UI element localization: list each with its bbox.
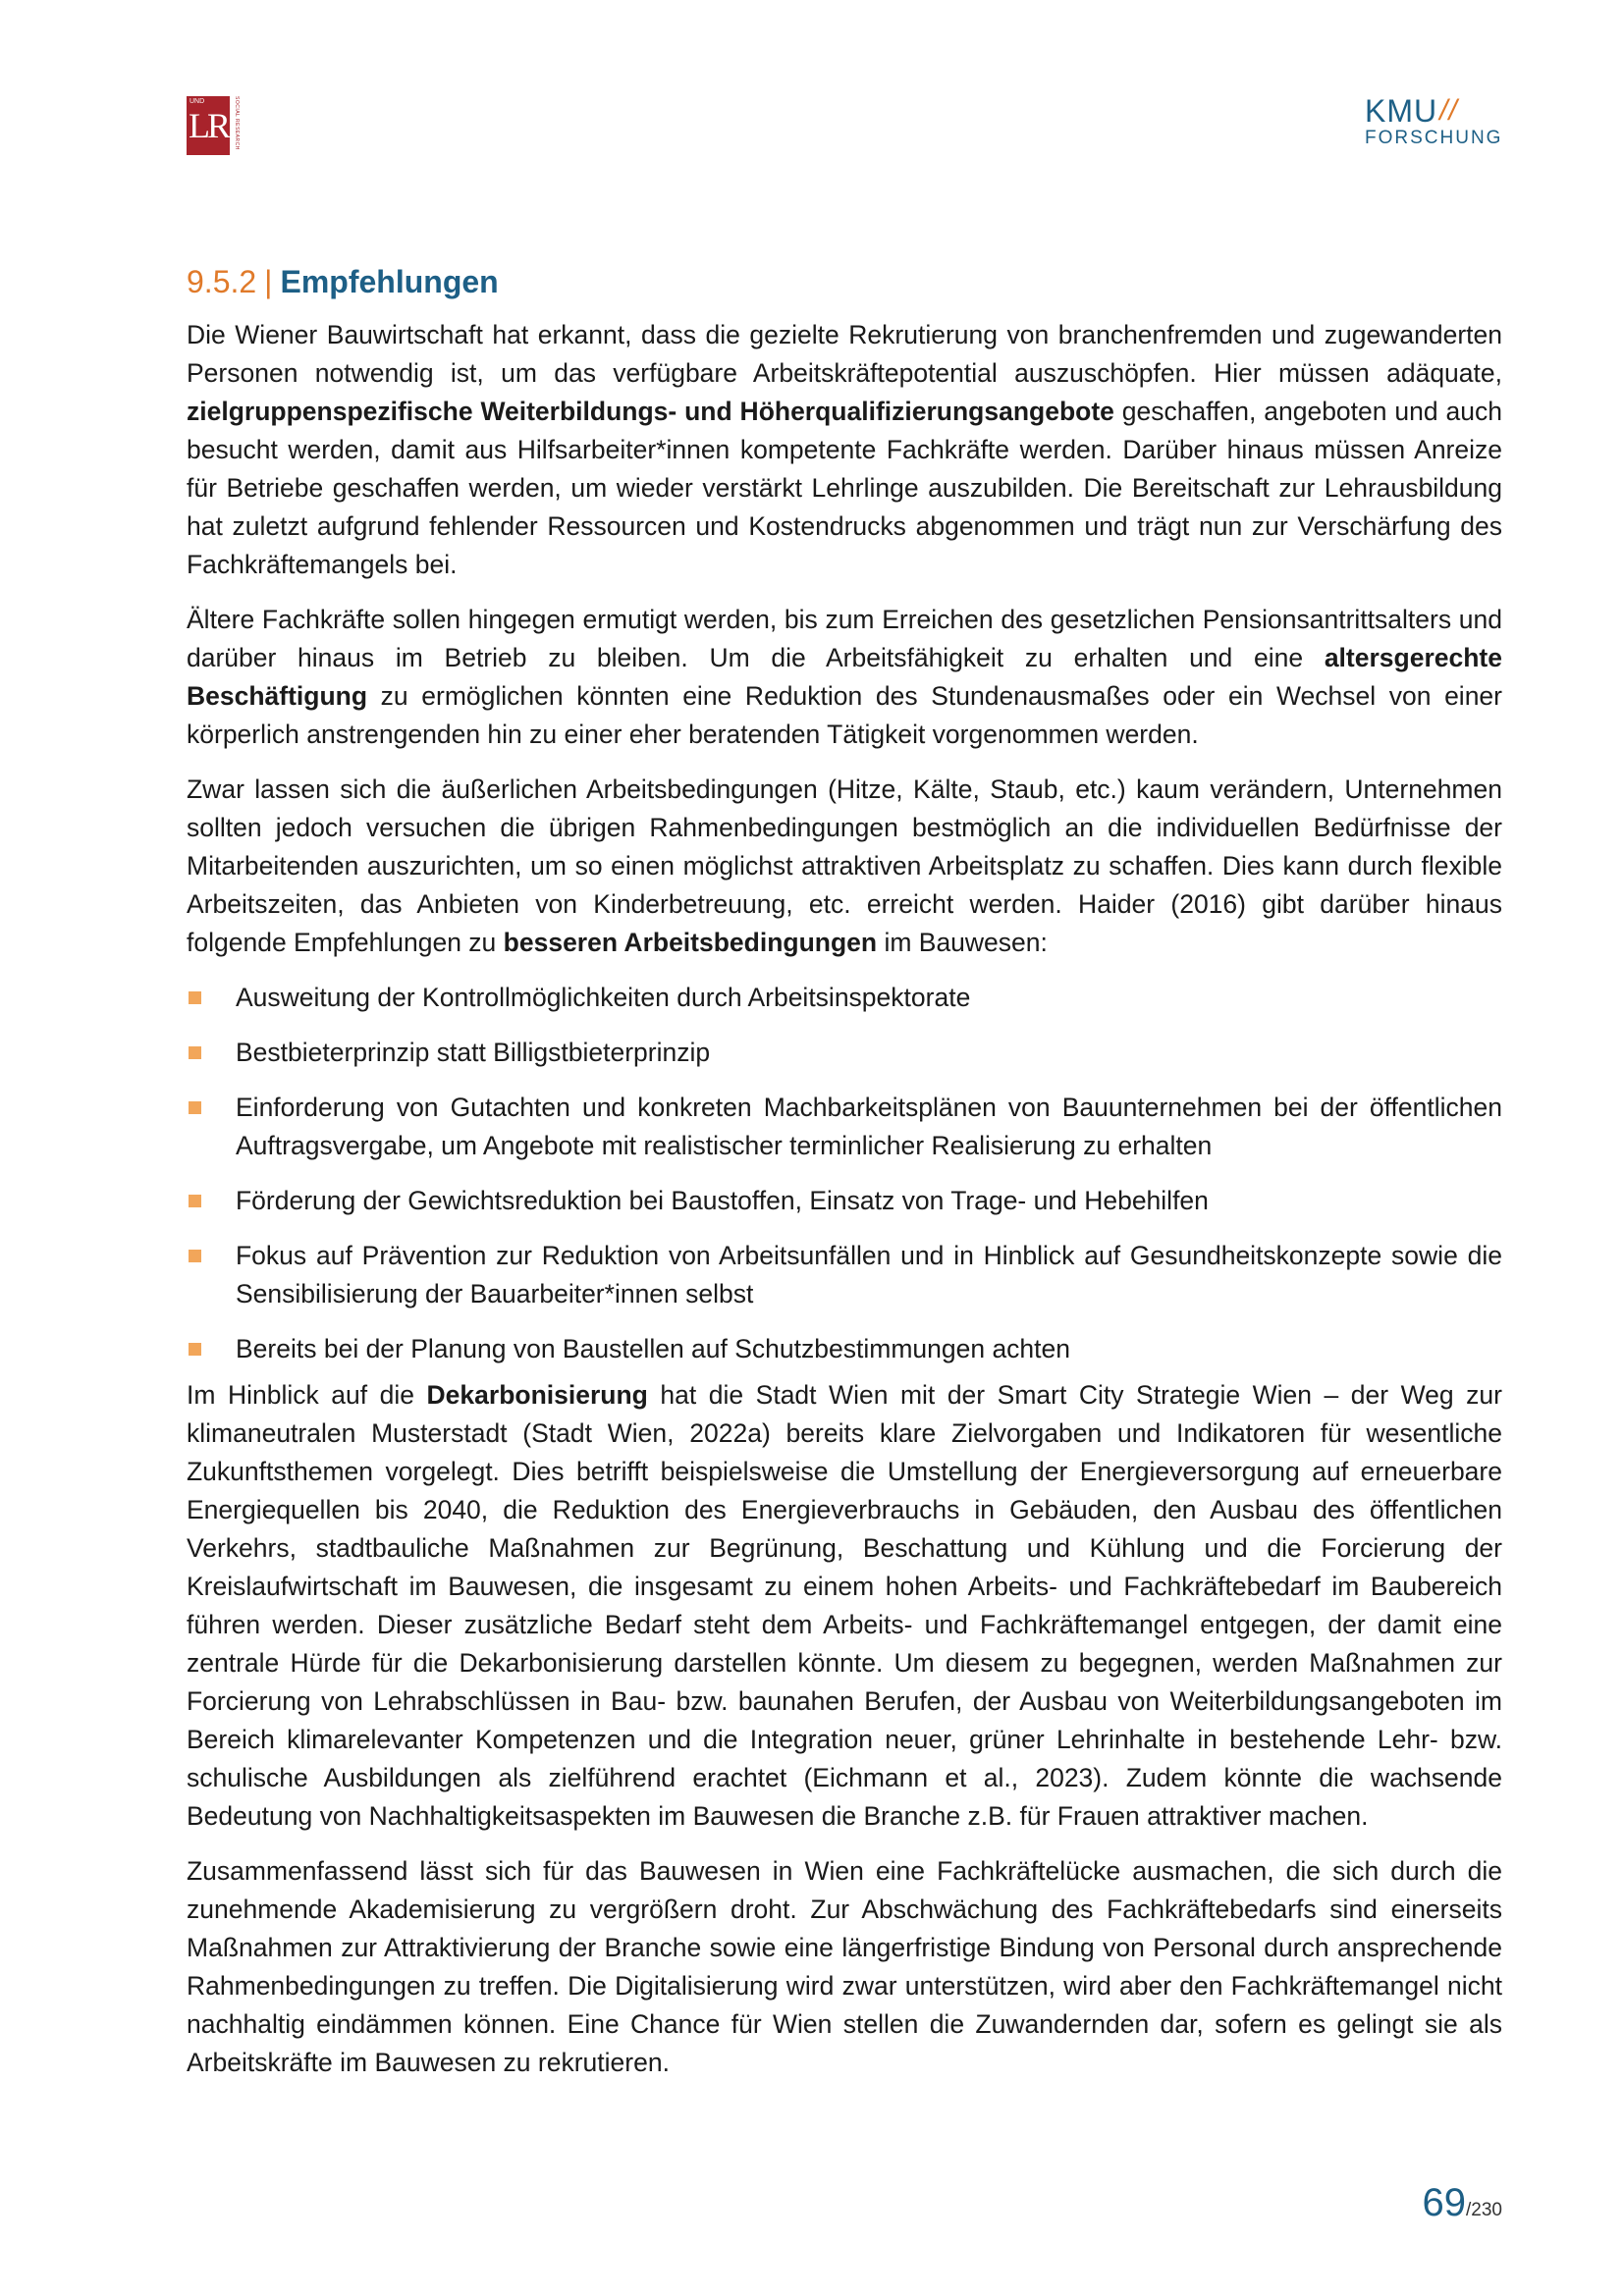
square-bullet-icon [189, 1101, 201, 1114]
text: im Bauwesen: [877, 928, 1048, 957]
text: geschaffen, angeboten und auch besucht werden, damit aus Hilfsarbeiter*innen kompetente Fachkräfte werden. Darüber hinaus müssen Anreize für Betriebe geschaffen werden, um wieder verstärkt Lehrlinge auszubilden. Die Bereitschaft zur Lehrausbildung hat zuletzt aufgrund fehlender Ressourcen und Kostendrucks abgenommen und trägt nun zur Verschärfung des Fachkräftemangels bei. [187, 397, 1502, 579]
square-bullet-icon [189, 1343, 201, 1356]
list-item [187, 1182, 1502, 1220]
leaf-icon: // [1439, 94, 1458, 127]
kmu-forschung-logo: KMU // FORSCHUNG [1365, 93, 1503, 148]
text: Im Hinblick auf die [187, 1380, 427, 1410]
page-number [1423, 2181, 1502, 2225]
section-heading [187, 257, 1502, 306]
text: hat die Stadt Wien mit der Smart City Strategie Wien – der Weg zur klimaneutralen Musterstadt (Stadt Wien, 2022a) bereits klare Zielvorgaben und Indikatoren für wesentliche Zukunftsthemen vorgelegt. Dies betrifft beispielsweise die Umstellung der Energieversorgung auf erneuerbare Energiequellen bis 2040, die Reduktion des Energieverbrauchs in Gebäuden, den Ausbau des öffentlichen Verkehrs, stadtbauliche Maßnahmen zur Begrünung, Beschattung und Kühlung und die Forcierung der Kreislaufwirtschaft im Bauwesen, die insgesamt zu einem hohen Arbeits- und Fachkräftebedarf im Baubereich führen werden. Dieser zusätzliche Bedarf steht dem Arbeits- und Fachkräftemangel entgegen, der damit eine zentrale Hürde für die Dekarbonisierung darstellen könnte. Um diesem zu begegnen, werden Maßnahmen zur Forcierung von Lehrabschlüssen in Bau- bzw. baunahen Berufen, der Ausbau von Weiterbildungsangeboten im Bereich klimarelevanter Kompetenzen und die Integration neuer, grüner Lehrinhalte in bestehende Lehr- bzw. schulische Ausbildungen als zielführend erachtet (Eichmann et al., 2023). Zudem könnte die wachsende Bedeutung von Nachhaltigkeitsaspekten im Bauwesen die Branche z.B. für Frauen attraktiver machen. [187, 1380, 1502, 1831]
square-bullet-icon [189, 991, 201, 1004]
total-pages: /230 [1466, 2200, 1502, 2220]
square-bullet-icon [189, 1046, 201, 1059]
list-item [187, 1237, 1502, 1313]
list-item [187, 1330, 1502, 1368]
text: zu ermöglichen könnten eine Reduktion des Stundenausmaßes oder ein Wechsel von einer körperlich anstrengenden hin zu einer eher beratenden Tätigkeit vorgenommen werden. [187, 681, 1502, 749]
section-separator: | [264, 264, 273, 299]
paragraph-summary [187, 1852, 1502, 2082]
list-item [187, 979, 1502, 1017]
list-item-text: Bereits bei der Planung von Baustellen auf Schutzbestimmungen achten [236, 1334, 1071, 1363]
current-page: 69 [1422, 2181, 1467, 2224]
emphasis: altersgerechte Beschäftigung [187, 643, 1502, 711]
recommendations-list [187, 979, 1502, 1368]
list-item-text: Ausweitung der Kontrollmöglichkeiten durch Arbeitsinspektorate [236, 983, 971, 1012]
list-item-text: Einforderung von Gutachten und konkreten Machbarkeitsplänen von Bauunternehmen bei der öffentlichen Auftragsvergabe, um Angebote mit realistischer terminlicher Realisierung zu erhalten [236, 1093, 1502, 1160]
emphasis: zielgruppenspezifische Weiterbildungs- und Höherqualifizierungsangebote [187, 397, 1114, 426]
paragraph-recruitment [187, 316, 1502, 584]
section-number: 9.5.2 [187, 264, 257, 299]
text: Zwar lassen sich die äußerlichen Arbeitsbedingungen (Hitze, Kälte, Staub, etc.) kaum verändern, Unternehmen sollten jedoch versuchen die übrigen Rahmenbedingungen bestmöglich an die individuellen Bedürfnisse der Mitarbeitenden auszurichten, um so einen möglichst attraktiven Arbeitsplatz zu schaffen. Dies kann durch flexible Arbeitszeiten, das Anbieten von Kinderbetreuung, etc. erreicht werden. Haider (2016) gibt darüber hinaus folgende Empfehlungen zu [187, 774, 1502, 957]
paragraph-working-conditions [187, 771, 1502, 962]
text: Zusammenfassend lässt sich für das Bauwesen in Wien eine Fachkräftelücke ausmachen, die sich durch die zunehmende Akademisierung zu vergrößern droht. Zur Abschwächung des Fachkräftebedarfs sind einerseits Maßnahmen zur Attraktivierung der Branche sowie eine längerfristige Bindung von Personal durch ansprechende Rahmenbedingungen zu treffen. Die Digitalisierung wird zwar unterstützen, wird aber den Fachkräftemangel nicht nachhaltig eindämmen können. Eine Chance für Wien stellen die Zuwandernden dar, sofern es gelingt sie als Arbeitskräfte im Bauwesen zu rekrutieren. [187, 1856, 1502, 2077]
lr-social-research-logo: UND LR SOCIAL RESEARCH [187, 96, 240, 155]
list-item [187, 1089, 1502, 1165]
emphasis: besseren Arbeitsbedingungen [503, 928, 878, 957]
list-item [187, 1034, 1502, 1072]
square-bullet-icon [189, 1250, 201, 1262]
list-item-text: Fokus auf Prävention zur Reduktion von Arbeitsunfällen und in Hinblick auf Gesundheitskonzepte sowie die Sensibilisierung der Bauarbeiter*innen selbst [236, 1241, 1502, 1308]
paragraph-older-workers [187, 601, 1502, 754]
square-bullet-icon [189, 1195, 201, 1207]
text: Ältere Fachkräfte sollen hingegen ermutigt werden, bis zum Erreichen des gesetzlichen Pensionsantrittsalters und darüber hinaus im Betrieb zu bleiben. Um die Arbeitsfähigkeit zu erhalten und eine [187, 605, 1502, 672]
paragraph-decarbonisation [187, 1376, 1502, 1836]
emphasis: Dekarbonisierung [426, 1380, 648, 1410]
section-title: Empfehlungen [280, 264, 499, 299]
list-item-text: Förderung der Gewichtsreduktion bei Baustoffen, Einsatz von Trage- und Hebehilfen [236, 1186, 1209, 1215]
page-content [187, 257, 1502, 2099]
text: Die Wiener Bauwirtschaft hat erkannt, dass die gezielte Rekrutierung von branchenfremden und zugewanderten Personen notwendig ist, um das verfügbare Arbeitskräftepotential auszuschöpfen. Hier müssen adäquate, [187, 320, 1502, 388]
list-item-text: Bestbieterprinzip statt Billigstbieterprinzip [236, 1038, 711, 1067]
